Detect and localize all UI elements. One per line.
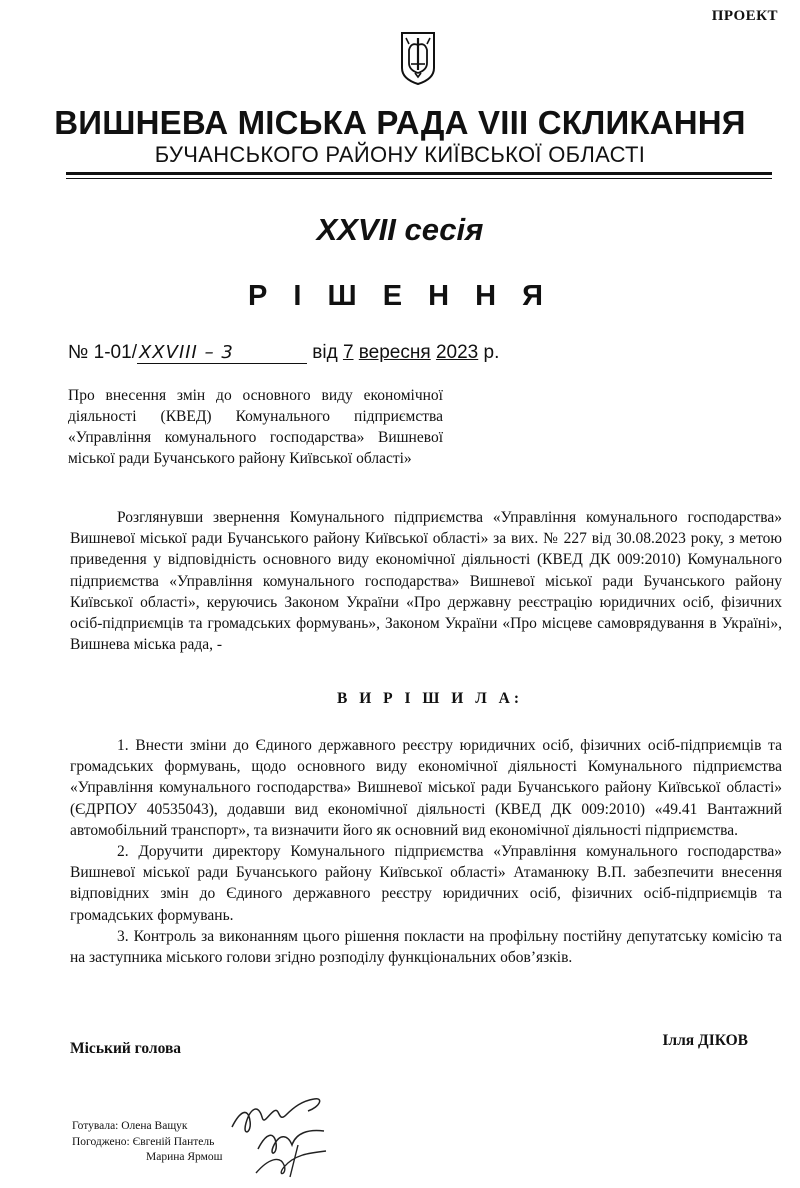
date-suffix: р.: [483, 342, 500, 363]
decision-number-line: [68, 342, 499, 364]
signatory-title: Міський голова: [70, 1040, 182, 1057]
preamble-paragraph: Розглянувши звернення Комунального підприємства «Управління комунального господарства» Вишневої міської ради Бучанського району Київської області» за вих. № 227 від 30.08.2023 року, з метою приведення у відповідність основного виду економічної діяльності (КВЕД ДК 009:2010) Комунального підприємства «Управління комунального господарства» Вишневої міської ради Бучанського району Київської області», керуючись Законом України «Про державну реєстрацію юридичних осіб, фізичних осіб-підприємців та громадських формувань», Законом України «Про місцеве самоврядування в Україні», Вишнева міська рада, -: [70, 509, 782, 654]
trident-emblem-icon: [399, 30, 437, 86]
project-label: ПРОЕКТ: [711, 8, 778, 24]
number-prefix: № 1-01/: [68, 342, 137, 363]
resolved-heading: В И Р І Ш И Л А:: [336, 690, 523, 707]
decision-subject: Про внесення змін до основного виду економічної діяльності (КВЕД) Комунального підприємства «Управління комунального господарства» Вишневої міської ради Бучанського району Київської області»: [68, 387, 443, 467]
session-title: XXVII сесія: [316, 212, 484, 247]
document-type-title: Р І Ш Е Н Н Я: [248, 280, 552, 312]
agreed-by: Погоджено: Євгеній Пантель: [72, 1135, 215, 1148]
date-from-label: від: [312, 342, 338, 363]
header-divider-thin: [66, 178, 772, 179]
handwritten-number: XXVIII – 3: [137, 342, 307, 364]
date-year: 2023: [435, 342, 479, 363]
date-month: вересня: [358, 342, 431, 363]
agreed-by-second: Марина Ярмош: [146, 1151, 223, 1163]
approval-block: [72, 1119, 223, 1166]
resolution-items: [70, 735, 782, 968]
signatory-name: Ілля ДІКОВ: [662, 1032, 748, 1049]
handwritten-signature-icon: [228, 1093, 338, 1179]
prepared-by: Готувала: Олена Ващук: [72, 1120, 188, 1132]
date-day: 7: [342, 342, 354, 363]
district-title: БУЧАНСЬКОГО РАЙОНУ КИЇВСЬКОЇ ОБЛАСТІ: [154, 142, 646, 167]
resolution-item: 1. Внести зміни до Єдиного державного реєстру юридичних осіб, фізичних осіб-підприємців та громадських формувань, щодо основного виду економічної діяльності Комунального підприємства «Управління комунального господарства» Вишневої міської ради Бучанського району Київської області» (ЄДРПОУ 40535043), додавши вид економічної діяльності (КВЕД ДК 009:2010) «49.41 Вантажний автомобільний транспорт», та визначити його як основний вид економічної діяльності підприємства.: [70, 737, 782, 839]
header-divider: [66, 172, 772, 175]
resolution-item: 3. Контроль за виконанням цього рішення покласти на профільну постійну депутатську комісію та на заступника міського голови згідно розподілу функціональних обов’язків.: [70, 927, 782, 967]
council-title: ВИШНЕВА МІСЬКА РАДА VIII СКЛИКАННЯ: [54, 104, 746, 141]
resolution-item: 2. Доручити директору Комунального підприємства «Управління комунального господарства» Вишневої міської ради Бучанського району Київської області» Атаманюку В.П. забезпечити внесення відповідних змін до Єдиного державного реєстру юридичних осіб, фізичних осіб-підприємців та громадських формувань.: [70, 843, 782, 924]
